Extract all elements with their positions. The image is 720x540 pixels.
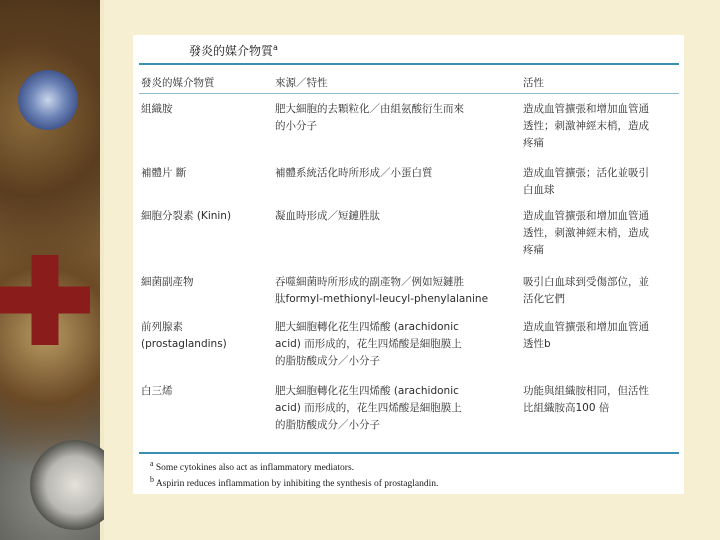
ribbon-rosette-image: [18, 70, 78, 130]
header-mediator: 發炎的媒介物質: [141, 77, 215, 89]
bottom-rule: [139, 452, 679, 454]
cell-activity-kinin: 造成血管擴張和增加血管通 透性，刺激神經末梢，造成 疼痛: [523, 210, 649, 256]
cell-source-histamine: 肥大細胞的去顆粒化／由組氨酸衍生而來 的小分子: [275, 103, 464, 132]
cell-mediator-bacterial: 細菌副產物: [141, 276, 194, 288]
cell-mediator-complement: 補體片 斷: [141, 167, 187, 179]
cell-mediator-leukotrienes: 白三烯: [141, 385, 173, 397]
cell-source-kinin: 凝血時形成／短鏈胜肽: [275, 210, 380, 222]
cell-source-complement: 補體系統活化時所形成／小蛋白質: [275, 167, 433, 179]
cell-activity-histamine: 造成血管擴張和增加血管通 透性；刺激神經末梢，造成 疼痛: [523, 103, 649, 149]
cell-source-leukotrienes: 肥大細胞轉化花生四烯酸 (arachidonic acid) 而形成的，花生四烯酸是細胞膜上 的脂肪酸成分／小分子: [275, 385, 462, 431]
cell-activity-bacterial: 吸引白血球到受傷部位，並 活化它們: [523, 276, 649, 305]
cell-activity-leukotrienes: 功能與組織胺相同，但活性 比組織胺高100 倍: [523, 385, 649, 414]
cell-mediator-kinin: 細胞分裂素 (Kinin): [141, 210, 232, 222]
title-footnote-mark: a: [273, 43, 278, 52]
cell-mediator-histamine: 組織胺: [141, 103, 173, 115]
mediator-table: [133, 35, 684, 494]
cell-mediator-prostaglandins: 前列腺素 (prostaglandins): [141, 321, 227, 350]
cell-source-bacterial: 吞噬細菌時所形成的副產物／例如短鏈胜 肽formyl-methionyl-leucyl-phenylalanine: [275, 276, 489, 305]
cell-activity-prostaglandins: 造成血管擴張和增加血管通 透性b: [523, 321, 649, 350]
cell-activity-complement: 造成血管擴張；活化並吸引 白血球: [523, 167, 649, 196]
medal-cross-image: [0, 255, 90, 345]
footnote-a: $^a$ Some cytokines also act as inflammatory mediators.: [150, 459, 355, 474]
table-title: 發炎的媒介物質$^a$: [189, 43, 278, 58]
footnote-b: $^b$ Aspirin reduces inflammation by inhibiting the synthesis of prostaglandin.: [150, 475, 439, 490]
decorative-medal-photo: [0, 0, 100, 540]
cell-source-prostaglandins: 肥大細胞轉化花生四烯酸 (arachidonic acid) 而形成的，花生四烯酸是細胞膜上 的脂肪酸成分／小分子: [275, 321, 462, 367]
header-activity: 活性: [523, 77, 544, 89]
header-rule: [139, 93, 679, 94]
top-rule: [139, 63, 679, 65]
header-source: 來源／特性: [275, 77, 328, 89]
